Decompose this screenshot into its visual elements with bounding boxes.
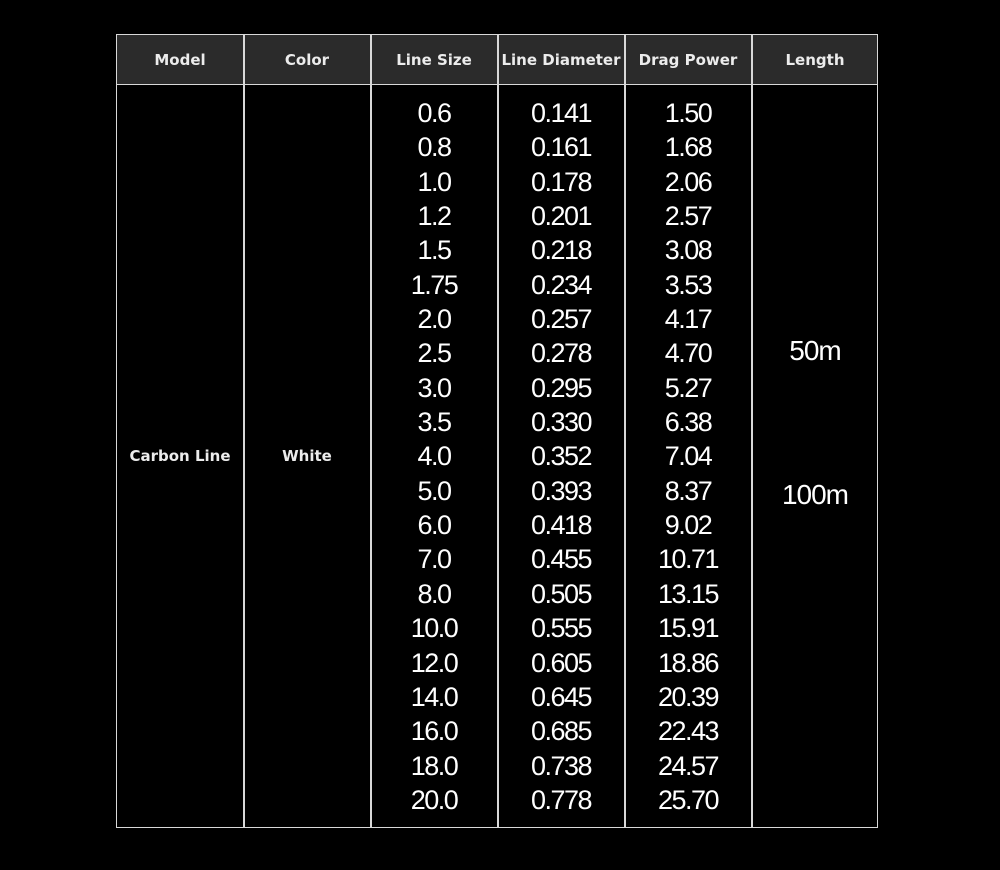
table-cell: 0.234 (530, 269, 592, 300)
table-cell: 8.37 (664, 475, 712, 506)
table-cell: 0.330 (530, 407, 592, 438)
line-diameter-column (498, 96, 624, 817)
table-cell: 0.738 (530, 750, 592, 781)
model-cell (117, 85, 243, 827)
table-cell: 3.5 (417, 407, 451, 438)
table-cell: 15.91 (657, 613, 719, 644)
table-cell: 10.71 (657, 544, 719, 575)
table-cell: 5.27 (664, 372, 712, 403)
table-cell: 7.04 (664, 441, 712, 472)
table-cell: 0.605 (530, 647, 592, 678)
color-value: White (282, 447, 332, 465)
table-cell: 9.02 (664, 510, 712, 541)
table-cell: 16.0 (410, 716, 458, 747)
table-cell: 14.0 (410, 681, 458, 712)
spec-table (116, 34, 878, 828)
table-cell: 0.393 (530, 475, 592, 506)
table-cell: 0.278 (530, 338, 592, 369)
table-cell: 22.43 (657, 716, 719, 747)
header-model: Model (154, 51, 206, 69)
table-cell: 12.0 (410, 647, 458, 678)
table-cell: 0.295 (530, 372, 592, 403)
table-cell: 2.06 (664, 166, 712, 197)
table-cell: 13.15 (657, 578, 719, 609)
length-value: 50m (789, 335, 841, 366)
table-cell: 0.6 (417, 98, 451, 128)
length-value: 100m (781, 479, 849, 510)
table-cell: 24.57 (657, 750, 719, 781)
table-cell: 20.0 (410, 784, 458, 815)
table-cell: 10.0 (410, 613, 458, 644)
table-cell: 4.17 (664, 304, 712, 335)
table-cell: 2.5 (417, 338, 451, 369)
header-line-diameter: Line Diameter (501, 51, 621, 69)
table-cell: 6.0 (417, 510, 451, 541)
table-cell: 0.418 (530, 510, 592, 541)
table-cell: 4.0 (417, 441, 451, 472)
table-cell: 1.2 (417, 201, 451, 232)
table-cell: 5.0 (417, 475, 451, 506)
table-cell: 0.505 (530, 578, 592, 609)
table-cell: 1.5 (417, 235, 451, 266)
table-cell: 25.70 (657, 784, 719, 815)
table-cell: 1.0 (417, 166, 451, 197)
header-line-size: Line Size (396, 51, 472, 69)
table-cell: 18.0 (410, 750, 458, 781)
table-cell: 0.141 (530, 98, 592, 128)
table-cell: 1.75 (410, 269, 458, 300)
table-cell: 0.8 (417, 132, 451, 163)
table-cell: 0.218 (530, 235, 592, 266)
table-cell: 1.50 (664, 98, 712, 128)
table-cell: 6.38 (664, 407, 712, 438)
table-cell: 2.57 (664, 201, 712, 232)
table-cell: 4.70 (664, 338, 712, 369)
table-cell: 0.455 (530, 544, 592, 575)
column-divider (751, 35, 753, 827)
table-cell: 7.0 (417, 544, 451, 575)
table-cell: 0.257 (530, 304, 592, 335)
table-cell: 20.39 (657, 681, 719, 712)
table-cell: 0.178 (530, 166, 592, 197)
table-cell: 0.555 (530, 613, 592, 644)
header-color: Color (284, 51, 330, 69)
table-cell: 8.0 (417, 578, 451, 609)
table-cell: 3.0 (417, 372, 451, 403)
table-cell: 3.53 (664, 269, 712, 300)
table-cell: 0.645 (530, 681, 592, 712)
header-drag-power: Drag Power (638, 51, 738, 69)
table-cell: 0.685 (530, 716, 592, 747)
table-cell: 0.778 (530, 784, 592, 815)
drag-power-column (625, 96, 751, 817)
line-size-column (371, 96, 497, 817)
header-length: Length (785, 51, 845, 69)
table-cell: 1.68 (664, 132, 712, 163)
table-cell: 0.201 (530, 201, 592, 232)
table-cell: 0.161 (530, 132, 592, 163)
table-cell: 3.08 (664, 235, 712, 266)
model-value: Carbon Line (129, 447, 231, 465)
table-cell: 18.86 (657, 647, 719, 678)
color-cell (244, 85, 370, 827)
table-cell: 2.0 (417, 304, 451, 335)
table-cell: 0.352 (530, 441, 592, 472)
